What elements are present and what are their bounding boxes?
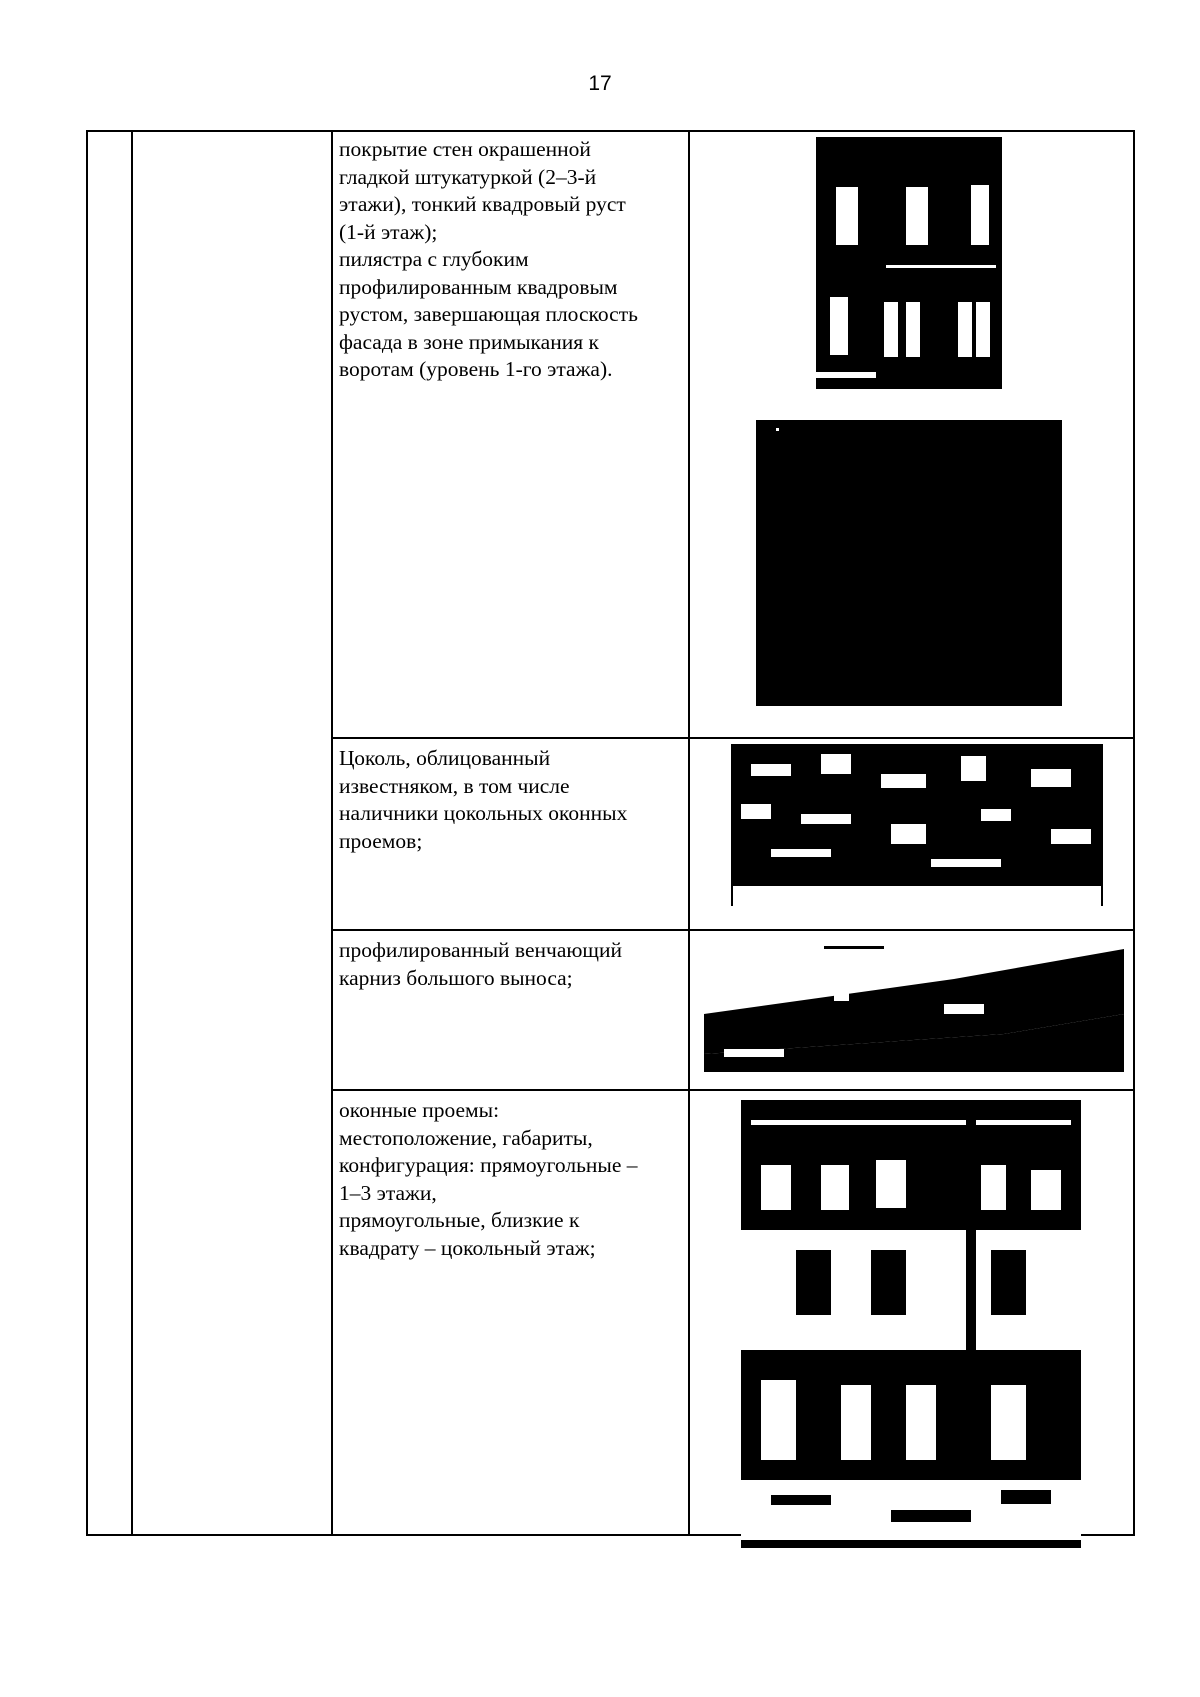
row-description: покрытие стен окрашенной гладкой штукатуркой (2–3-й этажи), тонкий квадровый руст (1-й этаж); пилястра с глубоким профилированным квадровым рустом, завершающая плоскость фасада в зоне примыкания к воротам (уровень 1-го этажа). xyxy=(339,137,638,381)
row-divider xyxy=(331,737,1133,739)
page-number: 17 xyxy=(588,72,612,95)
row-divider xyxy=(331,929,1133,931)
row-description: оконные проемы: местоположение, габариты, конфигурация: прямоугольные – 1–3 этажи, прямоугольные, близкие к квадрату – цокольный этаж; xyxy=(339,1098,638,1260)
facade-upper-photo xyxy=(816,137,1002,389)
cornice-photo xyxy=(704,944,1124,1072)
column-divider xyxy=(331,132,333,1534)
row-description: Цоколь, облицованный известняком, в том числе наличники цокольных оконных проемов; xyxy=(339,746,628,853)
document-table xyxy=(86,130,1135,1536)
window-openings-photo xyxy=(741,1100,1081,1548)
row-description: профилированный венчающий карниз большого выноса; xyxy=(339,938,622,990)
black-square-photo xyxy=(756,420,1062,706)
column-divider xyxy=(688,132,690,1534)
row-divider xyxy=(331,1089,1133,1091)
column-divider xyxy=(131,132,133,1534)
plinth-photo xyxy=(731,744,1103,906)
